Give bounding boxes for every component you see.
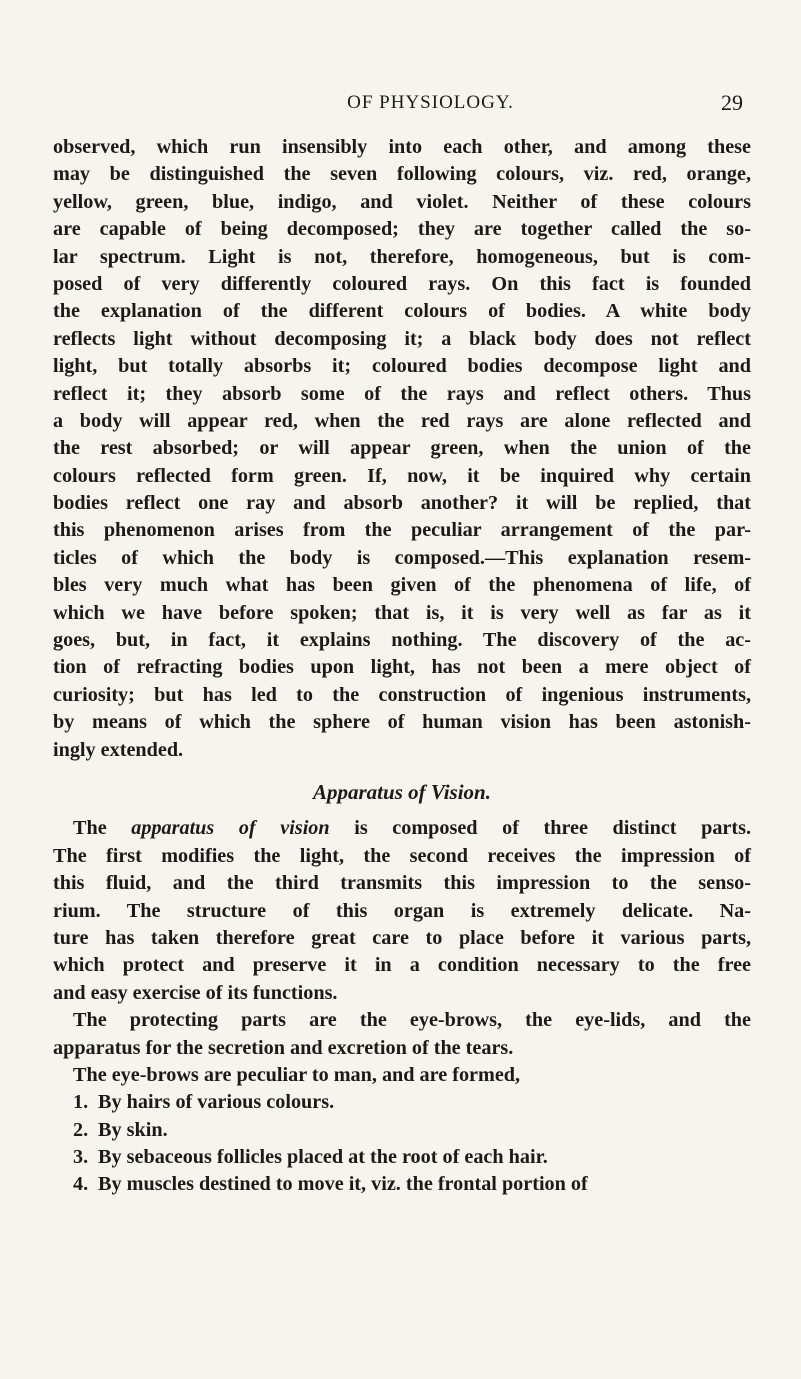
text-line: bodies reflect one ray and absorb another? it will be replied, that: [53, 492, 751, 515]
text-line: may be distinguished the seven following colours, viz. red, orange,: [53, 163, 751, 186]
list-number: 1.: [73, 1091, 89, 1114]
text-line: which we have before spoken; that is, it is very well as far as it: [53, 601, 751, 624]
text-line: which protect and preserve it in a condition necessary to the free: [53, 954, 751, 977]
text-line: reflects light without decomposing it; a black body does not reflect: [53, 327, 751, 350]
list-text: By sebaceous follicles placed at the root of each hair.: [98, 1146, 548, 1169]
list-item: [53, 1117, 751, 1144]
list-number: 2.: [73, 1118, 89, 1141]
italic-term: apparatus of vision: [131, 817, 330, 840]
text-line: this phenomenon arises from the peculiar arrangement of the par-: [53, 519, 751, 542]
text-line: goes, but, in fact, it explains nothing. The discovery of the ac-: [53, 629, 751, 652]
list-text: By skin.: [98, 1118, 168, 1141]
line-rest: is composed of three distinct parts.: [354, 817, 751, 840]
paragraph-spectrum: [53, 134, 751, 764]
text-line: observed, which run insensibly into each other, and among these: [53, 136, 751, 158]
text-line: and easy exercise of its functions.: [53, 981, 338, 1004]
text-line: The first modifies the light, the second receives the impression of: [53, 844, 751, 867]
text-line: yellow, green, blue, indigo, and violet. Neither of these colours: [53, 190, 751, 213]
text-line: a body will appear red, when the red rays are alone reflected and: [53, 409, 751, 432]
numbered-list: [53, 1089, 751, 1199]
text-line: the rest absorbed; or will appear green, when the union of the: [53, 437, 751, 460]
text-line: reflect it; they absorb some of the rays and reflect others. Thus: [53, 382, 751, 405]
text-line: curiosity; but has led to the construction of ingenious instruments,: [53, 683, 751, 706]
text-line: The protecting parts are the eye-brows, the eye-lids, and the: [73, 1009, 751, 1032]
text-line: ticles of which the body is composed.—This explanation resem-: [53, 546, 751, 569]
paragraph-eye-brows: [53, 1062, 751, 1089]
text-line: The eye-brows are peculiar to man, and are formed,: [73, 1063, 521, 1086]
text-line: lar spectrum. Light is not, therefore, homogeneous, but is com-: [53, 245, 751, 268]
text-line: bles very much what has been given of the phenomena of life, of: [53, 574, 751, 597]
text-line: colours reflected form green. If, now, it be inquired why certain: [53, 464, 751, 487]
paragraph-protecting-parts: [53, 1007, 751, 1062]
text-line: [53, 815, 751, 842]
list-number: 4.: [73, 1173, 89, 1196]
list-number: 3.: [73, 1146, 89, 1169]
lead-word: The: [73, 817, 107, 840]
text-line: apparatus for the secretion and excretion of the tears.: [53, 1036, 514, 1059]
text-line: light, but totally absorbs it; coloured bodies decompose light and: [53, 355, 751, 378]
text-line: the explanation of the different colours of bodies. A white body: [53, 300, 751, 323]
page-number: 29: [721, 90, 743, 115]
list-text: By muscles destined to move it, viz. the frontal portion of: [98, 1173, 588, 1196]
text-line: ture has taken therefore great care to place before it various parts,: [53, 926, 751, 949]
text-line: are capable of being decomposed; they are together called the so-: [53, 218, 751, 241]
running-title: OF PHYSIOLOGY.: [347, 92, 514, 113]
body-text: [53, 134, 751, 1199]
section-heading: Apparatus of Vision.: [313, 779, 491, 804]
text-line: tion of refracting bodies upon light, has not been a mere object of: [53, 656, 751, 679]
text-line: this fluid, and the third transmits this impression to the senso-: [53, 872, 751, 895]
text-line: posed of very differently coloured rays. On this fact is founded: [53, 272, 751, 295]
text-line: rium. The structure of this organ is extremely delicate. Na-: [53, 899, 751, 922]
text-line: ingly extended.: [53, 738, 184, 761]
list-text: By hairs of various colours.: [98, 1091, 335, 1114]
paragraph-apparatus: [53, 815, 751, 1007]
text-line: by means of which the sphere of human vision has been astonish-: [53, 711, 751, 734]
list-item: [53, 1144, 751, 1171]
running-head: [0, 92, 801, 118]
list-item: [53, 1171, 751, 1198]
list-item: [53, 1089, 751, 1116]
